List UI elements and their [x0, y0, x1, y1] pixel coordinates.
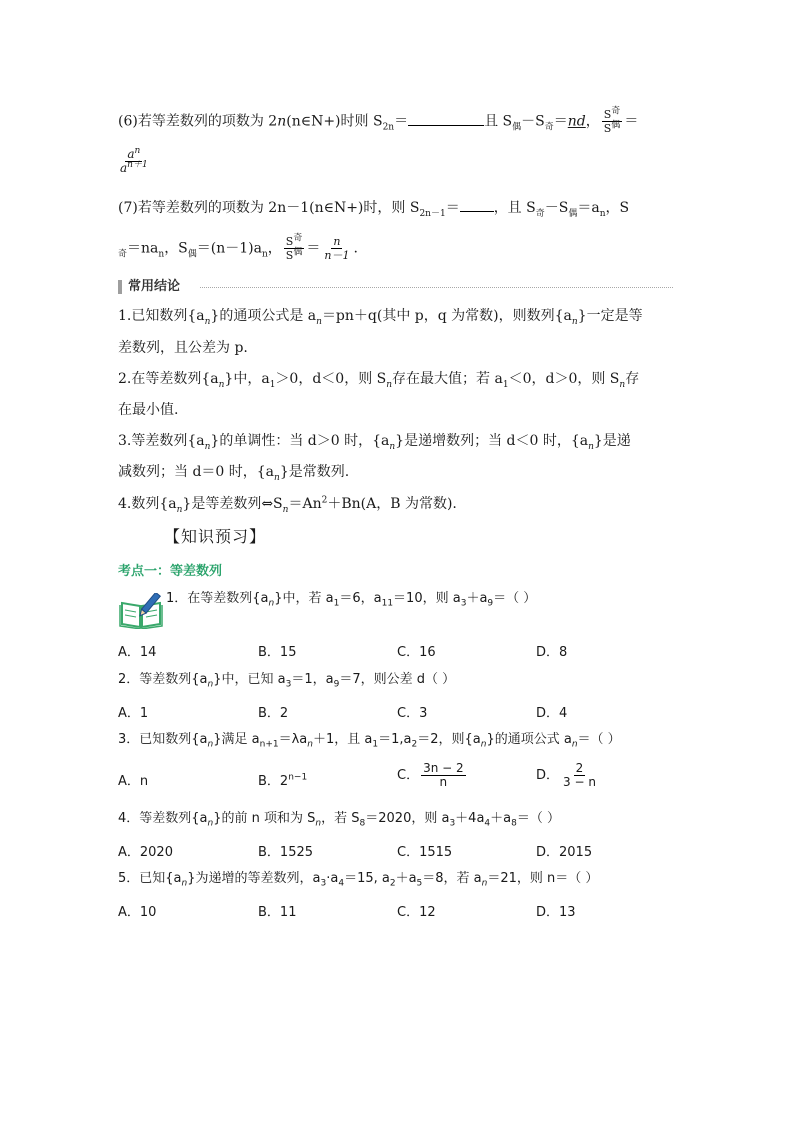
- conclusion-3-line2: 减数列；当 d＝0 时，$\{a_n\}$是常数列.: [118, 464, 350, 483]
- q4-option-b[interactable]: B．1525: [258, 845, 314, 860]
- conclusion-2-line2: 在最小值.: [118, 402, 179, 418]
- q2-option-b[interactable]: B．2: [258, 706, 289, 721]
- question-2-stem: 2．等差数列$\{a_n\}$中，已知 $a_3=1$，$a_9=7$，则公差 d（ ）: [118, 672, 456, 690]
- q3-option-b[interactable]: B．$2^{n-1}$: [258, 772, 308, 789]
- blank-6[interactable]: [408, 113, 484, 126]
- q5-option-d[interactable]: D．13: [536, 905, 576, 920]
- q1-option-d[interactable]: D．8: [536, 645, 568, 660]
- question-3-stem: 3．已知数列$\{a_n\}$满足 $a_{n+1}=\lambda a_n+1$，且 $a_1=1,a_2=2$，则$\{a_n\}$的通项公式 $a_n=$（ ）: [118, 732, 621, 750]
- blank-7[interactable]: [460, 199, 494, 212]
- q5-option-c[interactable]: C．12: [397, 905, 436, 920]
- knowledge-preview-title: 【知识预习】: [164, 527, 267, 546]
- q5-option-b[interactable]: B．11: [258, 905, 297, 920]
- item-7-line1: (7)若等差数列的项数为 2n－1(n∈N+)时，则 $S_{2n-1}=$ ，且 $S_奇-S_偶=a_n$，S: [118, 200, 630, 219]
- q3-option-c[interactable]: C． $\frac{3n - 2}{n}$: [397, 761, 464, 789]
- q1-option-a[interactable]: A．14: [118, 645, 157, 660]
- header-bar: [118, 280, 122, 294]
- q5-option-a[interactable]: A．10: [118, 905, 157, 920]
- open-book-pencil-icon: [119, 593, 163, 629]
- q4-option-c[interactable]: C．1515: [397, 845, 453, 860]
- q3-option-d[interactable]: D． $\frac{2}{3 - n}$: [536, 761, 596, 789]
- q1-option-c[interactable]: C．16: [397, 645, 436, 660]
- common-conclusions-header: [118, 278, 673, 296]
- question-5-stem: 5．已知$\{a_n\}$为递增的等差数列，$a_3\cdot a_4=15$, $a_2+a_5=8$，若 $a_n=21$，则 n＝（ ）: [118, 871, 599, 889]
- question-4-stem: 4．等差数列$\{a_n\}$的前 n 项和为 $S_n$，若 $S_8=2020$，则 $a_3+4a_4+a_8=$（ ）: [118, 811, 560, 829]
- question-1-stem: 1．在等差数列$\{a_n\}$中，若 $a_1=6$，$a_{11}=10$，则 $a_3+a_9=$（ ）: [166, 591, 537, 609]
- q2-option-a[interactable]: A．1: [118, 706, 149, 721]
- q3-option-a[interactable]: A．n: [118, 774, 149, 789]
- q2-option-d[interactable]: D．4: [536, 706, 568, 721]
- q2-option-c[interactable]: C．3: [397, 706, 428, 721]
- item-6-ratio: $\frac{a^n}{a^{n+1}}$: [120, 146, 148, 175]
- conclusion-4: 4.数列$\{a_n\}$是等差数列$\Leftrightarrow S_n=An^2+Bn(A$，B 为常数).: [118, 495, 457, 515]
- common-conclusions-title: 常用结论: [128, 279, 181, 294]
- q4-option-a[interactable]: A．2020: [118, 845, 173, 860]
- q1-option-b[interactable]: B．15: [258, 645, 297, 660]
- conclusion-1-line1: 1.已知数列$\{a_n\}$的通项公式是 $a_n=pn+q$(其中 p，q 为常数)，则数列$\{a_n\}$一定是等: [118, 308, 643, 327]
- header-dotted-rule: [200, 287, 673, 288]
- conclusion-2-line1: 2.在等差数列$\{a_n\}$中，$a_1>0$，d＜0，则 $S_n$存在最大值；若 $a_1<0$，d＞0，则 $S_n$存: [118, 371, 640, 390]
- kaodian-heading: 考点一：等差数列: [118, 564, 223, 579]
- item-7-line2: $_奇=na_n$，$S_偶=(n-1)a_n$， $\frac{S^奇}{S^偶}$ ＝ $\frac{n}{n-1}$ .: [118, 233, 358, 262]
- q3-option-d-fraction: $\frac{2}{3 - n}$: [563, 761, 596, 789]
- item-6-line1: (6)若等差数列的项数为 2n(n∈N+)时则 $S_{2n}=$ 且 $S_偶-S_奇=nd$， $\frac{S^奇}{S^偶}$ ＝: [118, 106, 639, 135]
- conclusion-1-line2: 差数列，且公差为 p.: [118, 340, 248, 356]
- q4-option-d[interactable]: D．2015: [536, 845, 593, 860]
- q3-option-c-fraction: $\frac{3n - 2}{n}$: [423, 761, 464, 789]
- conclusion-3-line1: 3.等差数列$\{a_n\}$的单调性：当 d＞0 时，$\{a_n\}$是递增数列；当 d＜0 时，$\{a_n\}$是递: [118, 433, 631, 452]
